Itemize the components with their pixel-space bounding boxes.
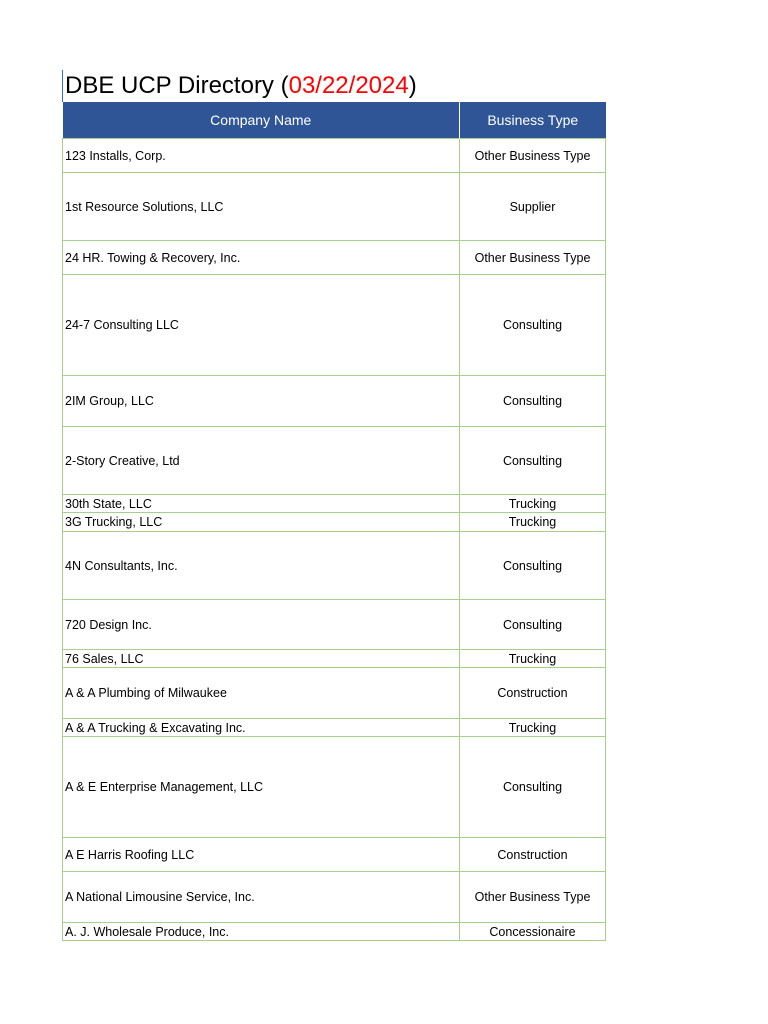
company-name-cell: A. J. Wholesale Produce, Inc.	[63, 923, 460, 941]
text-cursor	[62, 70, 63, 102]
company-name-cell: 76 Sales, LLC	[63, 650, 460, 668]
business-type-cell: Other Business Type	[460, 241, 606, 275]
table-row	[63, 173, 606, 241]
title-suffix: )	[408, 72, 417, 99]
table-row	[63, 872, 606, 923]
company-name-cell: 2-Story Creative, Ltd	[63, 427, 460, 495]
table-row	[63, 719, 606, 737]
company-name-cell: 3G Trucking, LLC	[63, 513, 460, 532]
business-type-header: Business Type	[460, 102, 606, 139]
table-row	[63, 376, 606, 427]
company-name-cell: 24-7 Consulting LLC	[63, 275, 460, 376]
table-row	[63, 838, 606, 872]
business-type-cell: Trucking	[460, 719, 606, 737]
business-type-cell: Construction	[460, 668, 606, 719]
company-name-cell: 30th State, LLC	[63, 495, 460, 513]
business-type-cell: Consulting	[460, 427, 606, 495]
table-row	[63, 668, 606, 719]
business-type-cell: Consulting	[460, 275, 606, 376]
company-name-cell: A E Harris Roofing LLC	[63, 838, 460, 872]
company-name-header: Company Name	[63, 102, 460, 139]
directory-table	[62, 102, 606, 941]
company-name-cell: 720 Design Inc.	[63, 600, 460, 650]
business-type-cell: Other Business Type	[460, 139, 606, 173]
business-type-cell: Other Business Type	[460, 872, 606, 923]
company-name-cell: 24 HR. Towing & Recovery, Inc.	[63, 241, 460, 275]
table-row	[63, 923, 606, 941]
table-row	[63, 275, 606, 376]
business-type-cell: Consulting	[460, 376, 606, 427]
business-type-cell: Trucking	[460, 650, 606, 668]
company-name-cell: A & A Trucking & Excavating Inc.	[63, 719, 460, 737]
title-prefix: DBE UCP Directory (	[65, 72, 289, 99]
business-type-cell: Consulting	[460, 532, 606, 600]
company-name-cell: 2IM Group, LLC	[63, 376, 460, 427]
business-type-cell: Concessionaire	[460, 923, 606, 941]
company-name-cell: A National Limousine Service, Inc.	[63, 872, 460, 923]
business-type-cell: Construction	[460, 838, 606, 872]
table-row	[63, 737, 606, 838]
company-name-cell: A & E Enterprise Management, LLC	[63, 737, 460, 838]
company-name-cell: 123 Installs, Corp.	[63, 139, 460, 173]
business-type-cell: Supplier	[460, 173, 606, 241]
table-row	[63, 650, 606, 668]
table-row	[63, 241, 606, 275]
table-row	[63, 495, 606, 513]
business-type-cell: Consulting	[460, 600, 606, 650]
company-name-cell: 4N Consultants, Inc.	[63, 532, 460, 600]
company-name-cell: 1st Resource Solutions, LLC	[63, 173, 460, 241]
title-date: 03/22/2024	[288, 72, 409, 99]
business-type-cell: Consulting	[460, 737, 606, 838]
table-row	[63, 139, 606, 173]
company-name-cell: A & A Plumbing of Milwaukee	[63, 668, 460, 719]
table-row	[63, 532, 606, 600]
business-type-cell: Trucking	[460, 513, 606, 532]
header-row	[63, 102, 606, 139]
table-row	[63, 427, 606, 495]
business-type-cell: Trucking	[460, 495, 606, 513]
table-row	[63, 513, 606, 532]
table-row	[63, 600, 606, 650]
page-title	[65, 70, 417, 102]
